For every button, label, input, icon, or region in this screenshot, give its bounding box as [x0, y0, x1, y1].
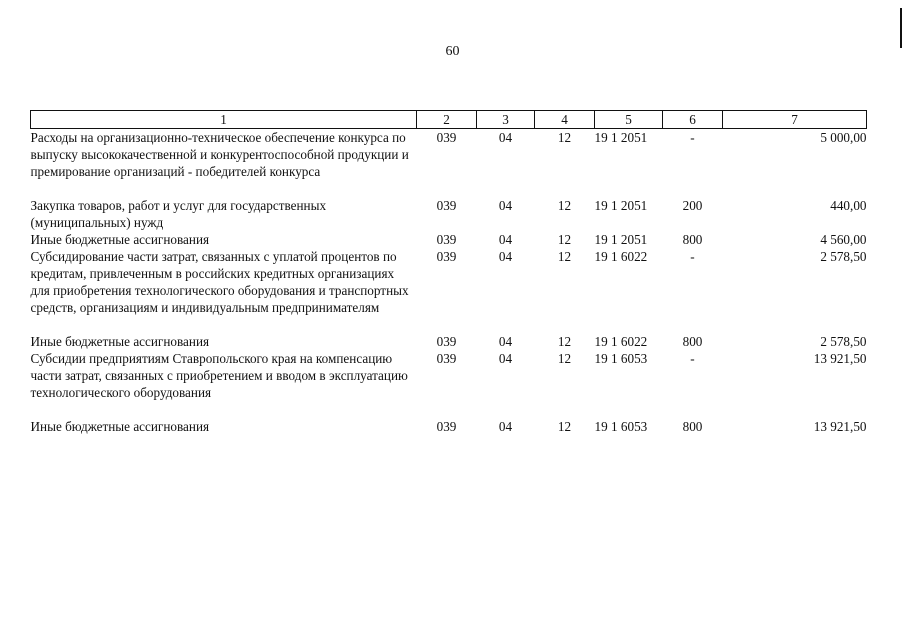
- row-amount: 2 578,50: [820, 249, 867, 264]
- row-ministry-code: 039: [436, 351, 457, 366]
- row-ministry-code: 039: [436, 130, 457, 145]
- row-name: Субсидии предприятиям Ставропольского края на компенсацию части затрат, связанных с приобретением и вводом в эксплуатацию технологического оборудования: [30, 351, 408, 400]
- table-row: [31, 333, 867, 350]
- row-name: Закупка товаров, работ и услуг для государственных (муниципальных) нужд: [30, 198, 327, 230]
- row-amount: 440,00: [830, 198, 867, 213]
- row-subsection: 12: [557, 351, 572, 366]
- row-expense-type: 800: [682, 419, 703, 434]
- row-ministry-code: 039: [436, 232, 457, 247]
- row-ministry-code: 039: [436, 419, 457, 434]
- row-target-article: 19 1 2051: [594, 198, 648, 213]
- row-name: Расходы на организационно-техническое обеспечение конкурса по выпуску высококачественной и конкурентоспособной продукции и премирование организаций - победителей конкурса: [30, 130, 409, 179]
- row-ministry-code: 039: [436, 198, 457, 213]
- header-col-5: 5: [595, 111, 663, 129]
- row-name: Иные бюджетные ассигнования: [30, 232, 210, 247]
- budget-table: [30, 110, 867, 435]
- table-row: [31, 418, 867, 435]
- row-section: 04: [498, 198, 513, 213]
- row-subsection: 12: [557, 232, 572, 247]
- row-expense-type: -: [690, 249, 695, 264]
- row-target-article: 19 1 6022: [594, 334, 648, 349]
- row-section: 04: [498, 351, 513, 366]
- row-target-article: 19 1 2051: [594, 130, 648, 145]
- row-expense-type: 800: [682, 334, 703, 349]
- header-col-1: 1: [31, 111, 417, 129]
- row-amount: 5 000,00: [820, 130, 867, 145]
- row-subsection: 12: [557, 419, 572, 434]
- row-name: Субсидирование части затрат, связанных с уплатой процентов по кредитам, привлеченным в российских кредитных организациях для приобретения технологического оборудования и транспортных средств, организациям и индивидуальным предпринимателям: [30, 249, 409, 315]
- header-col-6: 6: [663, 111, 723, 129]
- row-subsection: 12: [557, 334, 572, 349]
- table-row: [31, 129, 867, 198]
- page-number: 60: [445, 44, 460, 59]
- row-section: 04: [498, 249, 513, 264]
- row-ministry-code: 039: [436, 249, 457, 264]
- header-col-4: 4: [535, 111, 595, 129]
- row-amount: 2 578,50: [820, 334, 867, 349]
- header-col-7: 7: [723, 111, 867, 129]
- row-target-article: 19 1 6053: [594, 351, 648, 366]
- table-row: [31, 350, 867, 418]
- row-section: 04: [498, 130, 513, 145]
- header-col-2: 2: [417, 111, 477, 129]
- page-edge-mark: [900, 8, 902, 48]
- row-amount: 13 921,50: [813, 351, 867, 366]
- row-expense-type: 200: [682, 198, 703, 213]
- row-expense-type: -: [690, 130, 695, 145]
- table-row: [31, 231, 867, 248]
- row-section: 04: [498, 232, 513, 247]
- row-subsection: 12: [557, 130, 572, 145]
- row-target-article: 19 1 2051: [594, 232, 648, 247]
- table-row: [31, 248, 867, 333]
- row-section: 04: [498, 334, 513, 349]
- header-col-3: 3: [477, 111, 535, 129]
- row-ministry-code: 039: [436, 334, 457, 349]
- row-target-article: 19 1 6053: [594, 419, 648, 434]
- row-subsection: 12: [557, 198, 572, 213]
- row-expense-type: 800: [682, 232, 703, 247]
- row-target-article: 19 1 6022: [594, 249, 648, 264]
- row-expense-type: -: [690, 351, 695, 366]
- table-row: [31, 197, 867, 231]
- row-amount: 4 560,00: [820, 232, 867, 247]
- row-amount: 13 921,50: [813, 419, 867, 434]
- row-subsection: 12: [557, 249, 572, 264]
- row-name: Иные бюджетные ассигнования: [30, 419, 210, 434]
- row-section: 04: [498, 419, 513, 434]
- row-name: Иные бюджетные ассигнования: [30, 334, 210, 349]
- header-row: [31, 111, 867, 129]
